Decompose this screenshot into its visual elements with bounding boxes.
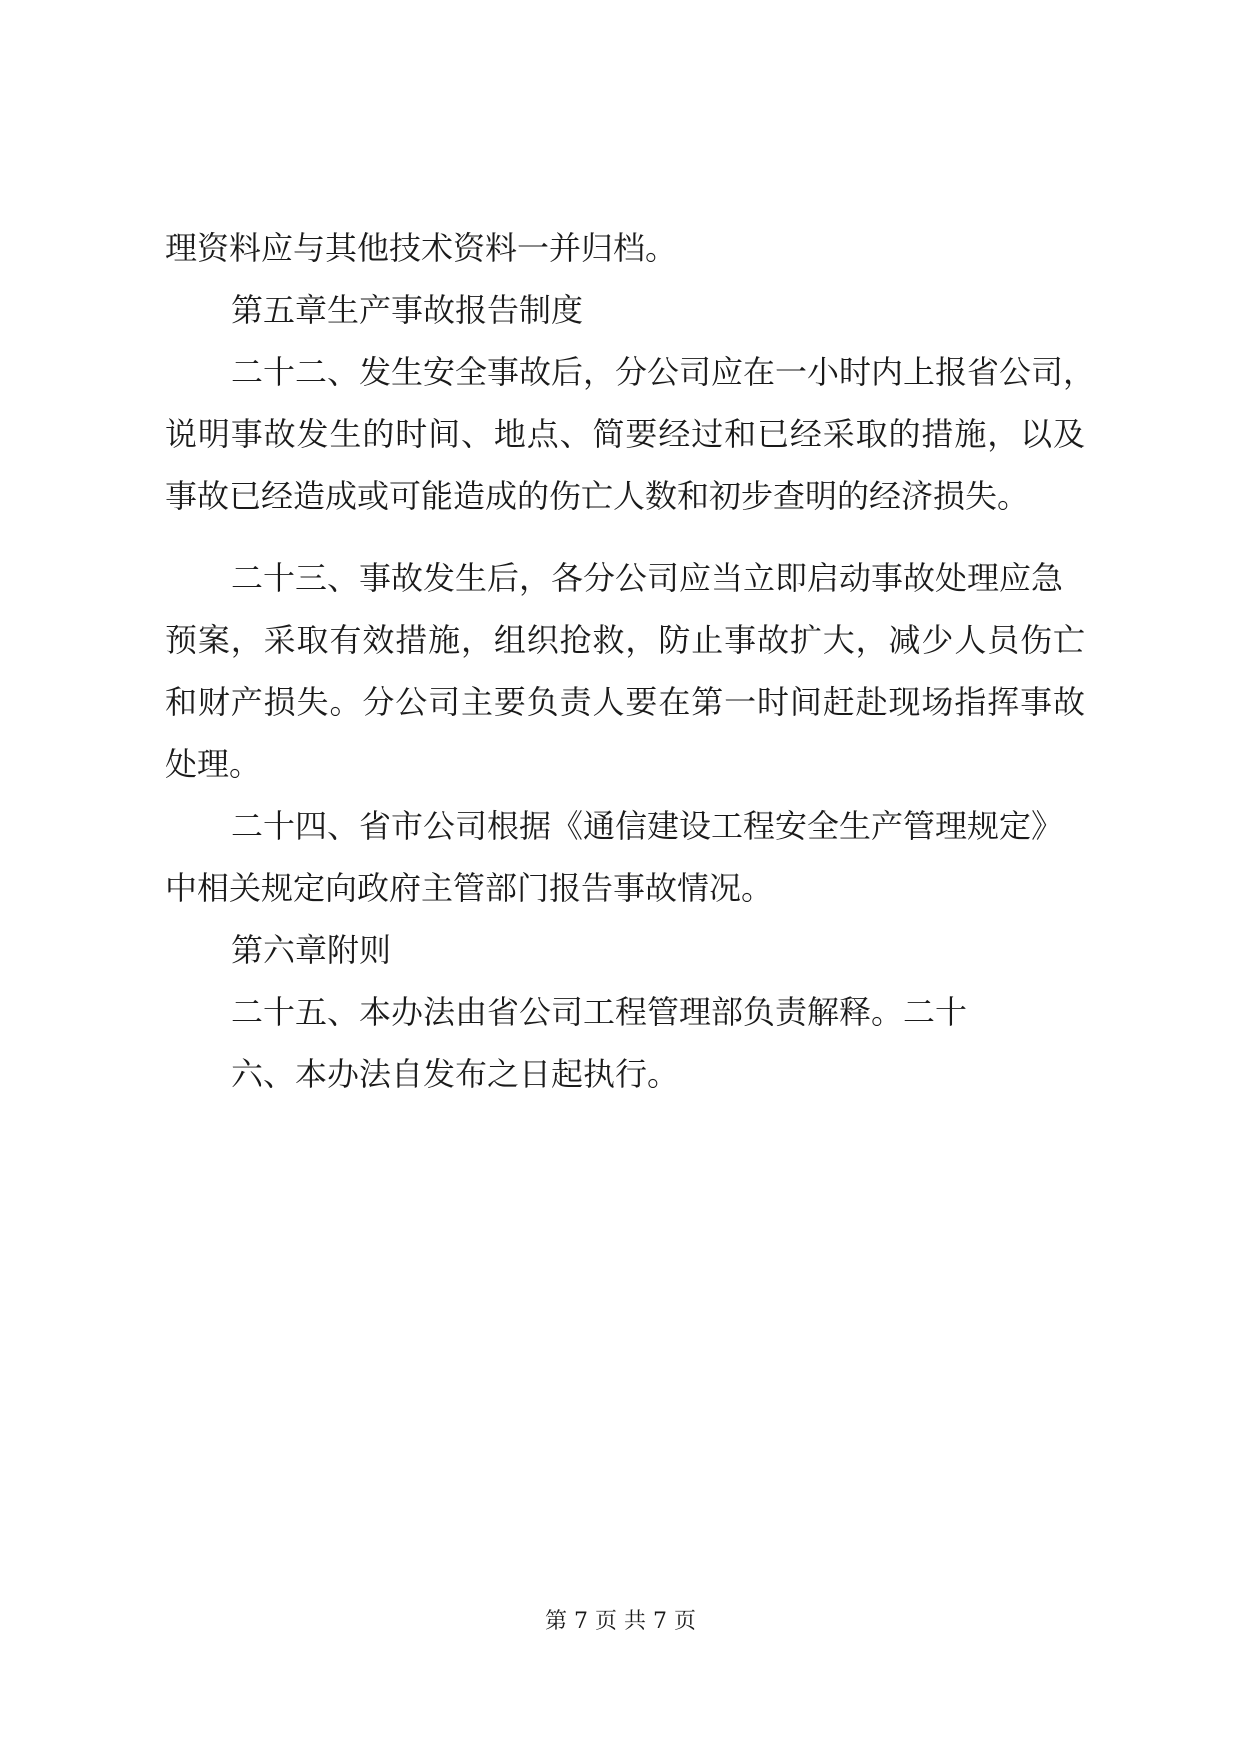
page-number-footer: 第 7 页 共 7 页 — [545, 1609, 696, 1634]
paragraph-line: 二十五、本办法由省公司工程管理部负责解释。二十 — [231, 993, 968, 1031]
paragraph-line: 二十三、事故发生后，各分公司应当立即启动事故处理应急 — [231, 559, 1064, 597]
chapter-heading: 第五章生产事故报告制度 — [231, 291, 584, 329]
paragraph-line: 处理。 — [165, 745, 262, 783]
paragraph-line: 二十二、发生安全事故后，分公司应在一小时内上报省公司， — [231, 353, 1096, 391]
chapter-heading: 第六章附则 — [231, 931, 392, 969]
paragraph-line: 六、本办法自发布之日起执行。 — [231, 1055, 680, 1093]
paragraph-line: 理资料应与其他技术资料一并归档。 — [165, 229, 678, 267]
paragraph-line: 预案，采取有效措施，组织抢救，防止事故扩大，减少人员伤亡 — [165, 621, 1085, 659]
paragraph-line: 二十四、省市公司根据《通信建设工程安全生产管理规定》 — [231, 807, 1064, 845]
paragraph-line: 事故已经造成或可能造成的伤亡人数和初步查明的经济损失。 — [165, 477, 1030, 515]
paragraph-line: 说明事故发生的时间、地点、简要经过和已经采取的措施，以及 — [165, 415, 1085, 453]
paragraph-line: 中相关规定向政府主管部门报告事故情况。 — [165, 869, 774, 907]
paragraph-line: 和财产损失。分公司主要负责人要在第一时间赶赴现场指挥事故 — [165, 683, 1085, 721]
